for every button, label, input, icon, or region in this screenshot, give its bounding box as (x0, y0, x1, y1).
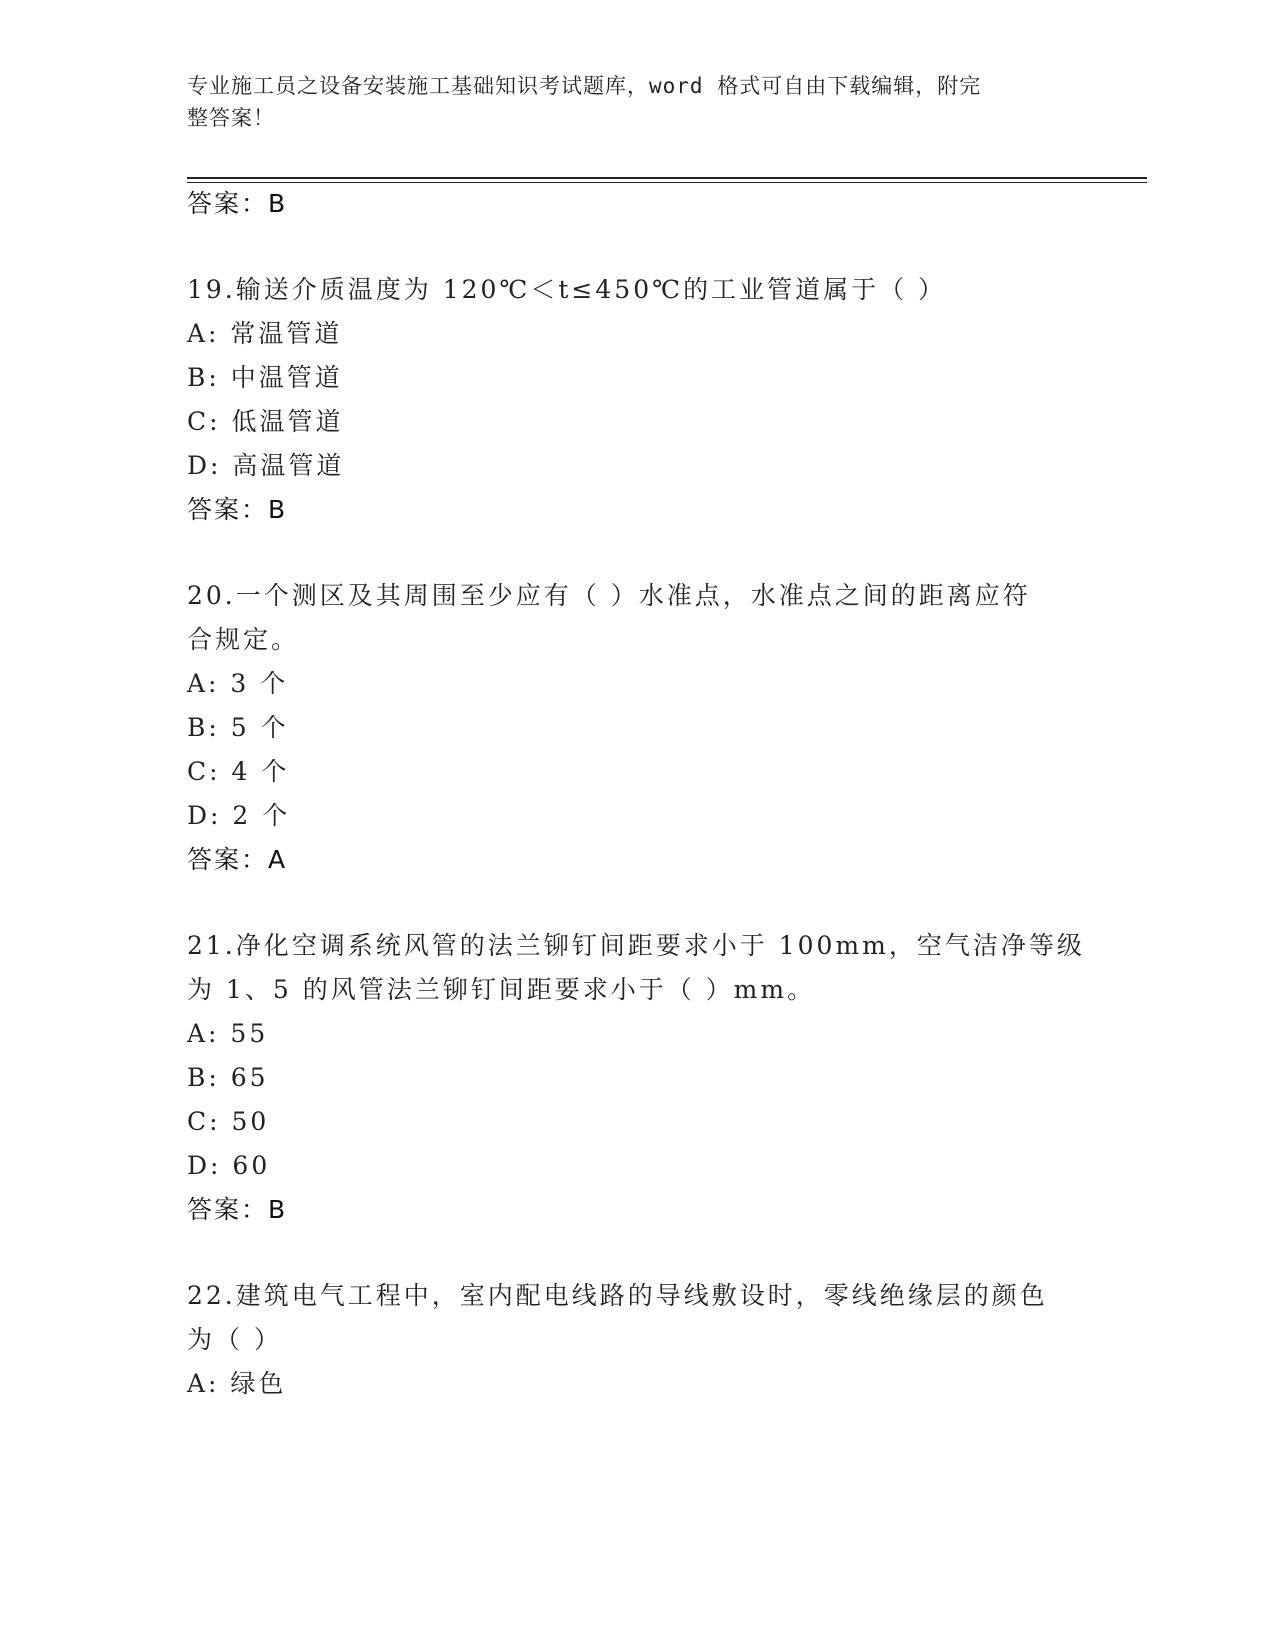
answer-q21: 答案：B (187, 1195, 288, 1224)
answer-q20: 答案：A (187, 845, 288, 874)
question-20-stem-line-1: 20.一个测区及其周围至少应有（ ）水准点，水准点之间的距离应符 (187, 581, 1031, 610)
question-22-stem-line-2: 为（ ） (187, 1325, 282, 1354)
question-21-option-c: C: 50 (187, 1107, 270, 1136)
question-20-option-c: C: 4 个 (187, 757, 290, 786)
question-21-stem-line-1: 21.净化空调系统风管的法兰铆钉间距要求小于 100mm，空气洁净等级 (187, 931, 1085, 960)
question-21-option-a: A: 55 (187, 1019, 269, 1048)
question-19-stem: 19.输送介质温度为 120℃＜t≤450℃的工业管道属于（ ） (187, 275, 947, 304)
question-22-stem-line-1: 22.建筑电气工程中，室内配电线路的导线敷设时，零线绝缘层的颜色 (187, 1281, 1048, 1310)
question-19-option-a: A: 常温管道 (187, 319, 343, 348)
header-divider-thin (187, 182, 1147, 183)
header-divider-thick (187, 177, 1147, 179)
document-header (187, 70, 1067, 134)
question-20-option-b: B: 5 个 (187, 713, 289, 742)
question-21-stem-line-2: 为 1、5 的风管法兰铆钉间距要求小于（ ）mm。 (187, 975, 816, 1004)
question-21-option-d: D: 60 (187, 1151, 271, 1180)
header-line-1: 专业施工员之设备安装施工基础知识考试题库，word 格式可自由下载编辑，附完 (187, 74, 982, 98)
question-20-option-d: D: 2 个 (187, 801, 291, 830)
question-19-option-c: C: 低温管道 (187, 407, 344, 436)
answer-q19: 答案：B (187, 495, 288, 524)
question-22-option-a: A: 绿色 (187, 1369, 287, 1398)
question-19-option-d: D: 高温管道 (187, 451, 345, 480)
header-line-2: 整答案！ (187, 106, 275, 130)
answer-q18: 答案：B (187, 189, 288, 218)
question-20-stem-line-2: 合规定。 (187, 625, 300, 654)
question-19-option-b: B: 中温管道 (187, 363, 343, 392)
question-21-option-b: B: 65 (187, 1063, 269, 1092)
question-20-option-a: A: 3 个 (187, 669, 289, 698)
